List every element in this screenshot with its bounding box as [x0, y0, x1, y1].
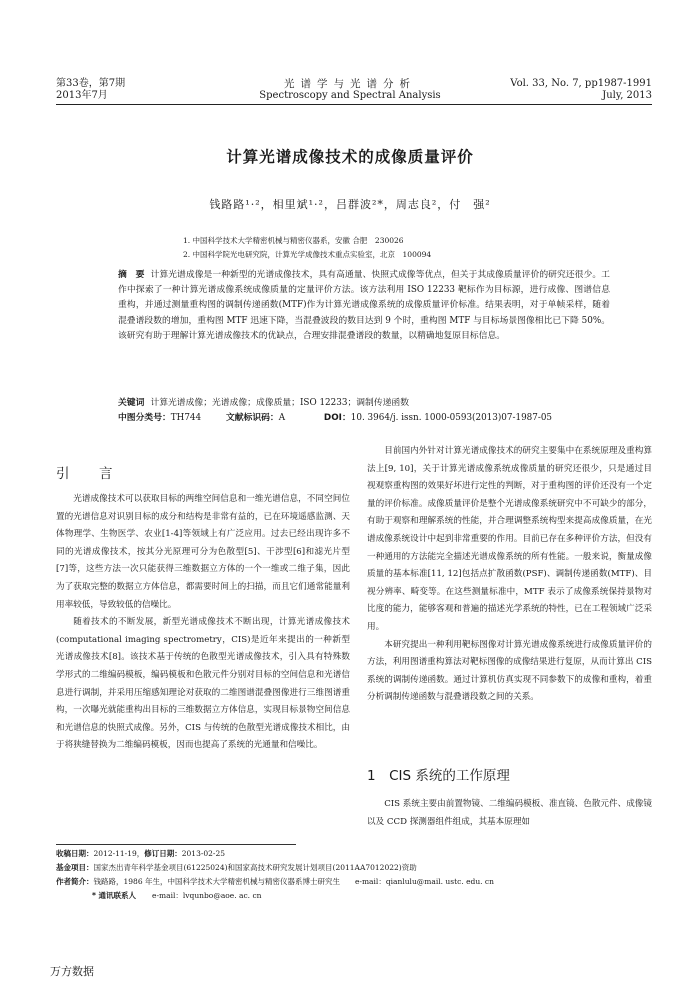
- keywords-label: 关键词: [118, 398, 145, 408]
- received-label: 收稿日期：: [56, 849, 94, 858]
- affiliation-2: 2. 中国科学院光电研究院，计算光学成像技术重点实验室，北京 100094: [183, 250, 432, 259]
- intro-paragraph-1: 光谱成像技术可以获取目标的两维空间信息和一维光谱信息，不同空间位置的光谱信息对识别目标的成分和结构是非常有益的，已在环境遥感监测、天体物理学、生物医学、农业[1-4]等领域上有广泛应用。过去已经出现许多不同的光谱成像技术，按其分光原理可分为色散型[5]、干涉型[6]和滤光片型[7]等，这些方法一次只能获得三维数据立方体的一个一维或二维子集，因此为了获取完整的数据立方体信息，都需要时间上的扫描，而且它们通常能量利用率较低，导致较低的信噪比。: [56, 494, 350, 610]
- section-1-heading: 1 CIS 系统的工作原理: [367, 768, 510, 784]
- header-date-cn: 2013年7月: [56, 90, 108, 101]
- header-journal-cn: 光谱学与光谱分析: [284, 78, 416, 90]
- clc-label: 中图分类号：: [118, 413, 171, 423]
- footnote-dates: [56, 847, 656, 861]
- abstract: [118, 268, 610, 344]
- clc-value: TH744: [170, 413, 202, 423]
- doi-value: 10. 3964/j. issn. 1000-0593(2013)07-1987-05: [350, 413, 553, 423]
- header-volume-cn: 第33卷，第7期: [56, 78, 126, 89]
- intro-paragraph-2: 随着技术的不断发展，新型光谱成像技术不断出现，计算光谱成像技术(computational imaging spectrometry，CIS)是近年来提出的一种新型光谱成像技术[8]。该技术基于传统的色散型光谱成像技术，引入具有特殊数学形式的二维编码模板，编码模板和色散元件分别对目标的空间信息和光谱信息进行调制，并采用压缩感知理论对获取的二维图谱混叠图像进行三维图谱重构，一次曝光就能重构出目标的三维数据立方体信息，实现目标景物空间信息和光谱信息的快照式成像。另外，CIS 与传统的色散型光谱成像技术相比，由于将狭缝替换为二维编码模板，因而也提高了系统的光通量和信噪比。: [56, 617, 350, 751]
- footnote-rule: [56, 844, 296, 845]
- header-volume-en: Vol. 33, No. 7, pp1987-1991: [510, 78, 652, 89]
- header-journal-en: Spectroscopy and Spectral Analysis: [259, 90, 441, 101]
- header-citation: [510, 78, 652, 102]
- left-column: [56, 491, 350, 755]
- doi-label: DOI：: [323, 413, 351, 423]
- fund-value: 国家杰出青年科学基金项目(61225024)和国家高技术研究发展计划项目(2011AA7012022)资助: [93, 863, 417, 872]
- right-column: [367, 443, 652, 707]
- received-value: 2012-11-19，: [93, 849, 145, 858]
- corresponding-label: * 通讯联系人: [92, 891, 137, 900]
- doc-code-value: A: [278, 413, 286, 423]
- abstract-label: 摘 要: [118, 270, 145, 280]
- intro-heading: 引 言: [56, 466, 121, 482]
- classification-line: [118, 411, 618, 426]
- revised-label: 修订日期：: [144, 849, 182, 858]
- paper-title: 计算光谱成像技术的成像质量评价: [226, 148, 474, 166]
- abstract-text: 计算光谱成像是一种新型的光谱成像技术，具有高通量、快照式成像等优点，但关于其成像质量评价的研究还很少。工作中探索了一种计算光谱成像系统成像质量的定量评价方法。该方法利用 ISO 12233 靶标作为目标源，进行成像、图谱信息重构，并通过测量重构图的调制传递函数(MTF)作为计算光谱成像系统的成像质量评价标准。结果表明，对于单帧采样，随着混叠谱段数的增加，重构图 MTF 迅速下降，当混叠波段的数目达到 9 个时，重构图 MTF 与目标场景图像相比已下降 50%。该研究有助于理解计算光谱成像技术的优缺点，合理安排混叠谱段的数量，以精确地复原目标信息。: [118, 270, 610, 341]
- author-bio-value: 钱路路，1986 年生，中国科学技术大学精密机械与精密仪器系博士研究生 e-mail：qianlulu@mail. ustc. edu. cn: [93, 877, 494, 886]
- revised-value: 2013-02-25: [181, 849, 225, 858]
- keywords: [118, 396, 618, 411]
- author-bio-label: 作者简介：: [56, 877, 94, 886]
- footnote-fund: [56, 861, 656, 875]
- corresponding-email: e-mail：lvqunbo@aoe. ac. cn: [152, 891, 262, 900]
- header-date-en: July, 2013: [602, 90, 652, 101]
- footer-watermark: 万方数据: [50, 965, 94, 978]
- section-1-body: [367, 796, 652, 831]
- affiliation-1: 1. 中国科学技术大学精密机械与精密仪器系，安徽 合肥 230026: [183, 236, 404, 245]
- right-paragraph-1: 目前国内外针对计算光谱成像技术的研究主要集中在系统原理及重构算法上[9, 10]，关于计算光谱成像系统成像质量的研究还很少，只是通过目视观察重构图的效果好坏进行定性的判断，对于重构图的评价还没有一个定量的评价标准。成像质量评价是整个光谱成像系统研究中不可缺少的部分，有助于观察和理解系统的性能，并合理调整系统构型来提高成像质量，在光谱成像系统设计中起到非常重要的作用。目前已存在多种评价方法，但没有一种通用的方法能完全描述光谱成像系统的所有性能。一般来说，衡量成像质量的基本标准[11, 12]包括点扩散函数(PSF)、调制传递函数(MTF)、目视分辨率、畸变等。在这些测量标准中，MTF 表示了成像系统保持景物对比度的能力，能够客观和普遍的描述光学系统的特性，已在工程领域广泛采用。: [367, 446, 652, 632]
- keywords-text: 计算光谱成像；光谱成像；成像质量；ISO 12233；调制传递函数: [150, 398, 410, 408]
- doc-code-label: 文献标识码：: [225, 413, 279, 423]
- author-list: 钱路路¹·²，相里斌¹·²，吕群波²*，周志良²，付 强²: [209, 198, 491, 211]
- footnote-corresponding: [92, 889, 692, 903]
- header-rule: [56, 104, 652, 105]
- right-paragraph-2: 本研究提出一种利用靶标图像对计算光谱成像系统进行成像质量评价的方法，利用图谱重构算法对靶标图像的成像结果进行复原，从而计算出 CIS 系统的调制传递函数。通过计算机仿真实现不同参数下的成像和重构，着重分析调制传递函数与混叠谱段数之间的关系。: [367, 639, 652, 703]
- section-1-paragraph: CIS 系统主要由前置物镜、二维编码模板、准直镜、色散元件、成像镜以及 CCD 探测器组件组成，其基本原理如: [367, 799, 652, 827]
- footnote-author: [56, 875, 656, 889]
- fund-label: 基金项目：: [56, 863, 94, 872]
